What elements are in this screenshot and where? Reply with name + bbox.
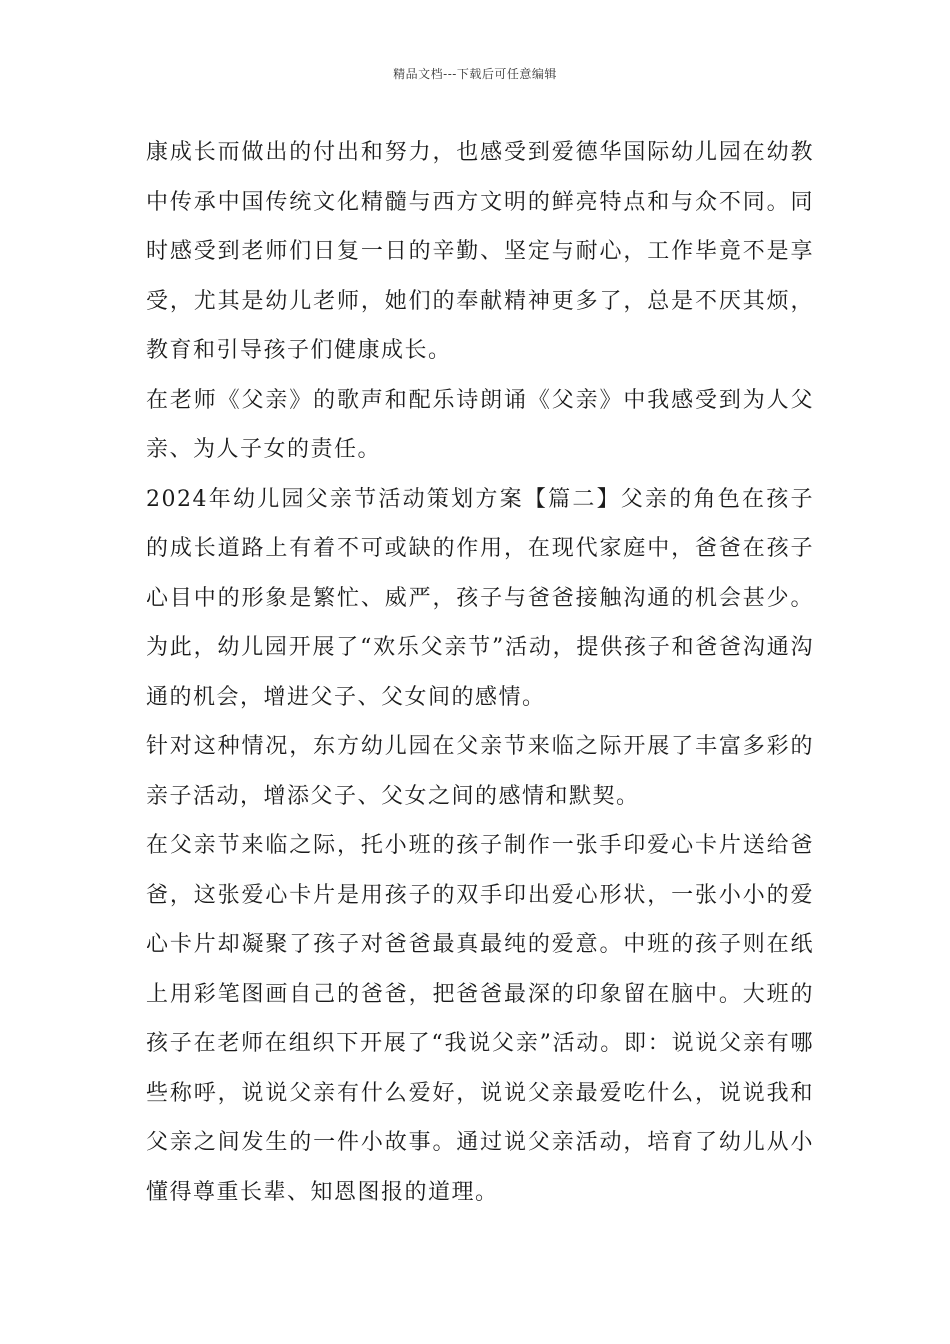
- paragraph-2: 在老师《父亲》的歌声和配乐诗朗诵《父亲》中我感受到为人父亲、为人子女的责任。: [146, 387, 814, 462]
- paragraph-3: 2024年幼儿园父亲节活动策划方案【篇二】父亲的角色在孩子的成长道路上有着不可或缺的作用，在现代家庭中，爸爸在孩子心目中的形象是繁忙、威严，孩子与爸爸接触沟通的机会甚少。为此，幼儿园开展了“欢乐父亲节”活动，提供孩子和爸爸沟通沟通的机会，增进父子、父女间的感情。: [146, 486, 814, 710]
- paragraph-5: 在父亲节来临之际，托小班的孩子制作一张手印爱心卡片送给爸爸，这张爱心卡片是用孩子的双手印出爱心形状，一张小小的爱心卡片却凝聚了孩子对爸爸最真最纯的爱意。中班的孩子则在纸上用彩笔图画自己的爸爸，把爸爸最深的印象留在脑中。大班的孩子在老师在组织下开展了“我说父亲”活动。即：说说父亲有哪些称呼，说说父亲有什么爱好，说说父亲最爱吃什么，说说我和父亲之间发生的一件小故事。通过说父亲活动，培育了幼儿从小懂得尊重长辈、知恩图报的道理。: [146, 833, 814, 1205]
- paragraph-1: 康成长而做出的付出和努力，也感受到爱德华国际幼儿园在幼教中传承中国传统文化精髓与西方文明的鲜亮特点和与众不同。同时感受到老师们日复一日的辛勤、坚定与耐心，工作毕竟不是享受，尤其是幼儿老师，她们的奉献精神更多了，总是不厌其烦，教育和引导孩子们健康成长。: [146, 140, 814, 363]
- page-header: 精品文档---下载后可任意编辑: [393, 67, 557, 81]
- paragraph-4: 针对这种情况，东方幼儿园在父亲节来临之际开展了丰富多彩的亲子活动，增添父子、父女之间的感情和默契。: [146, 734, 814, 809]
- document-body: [146, 128, 814, 1217]
